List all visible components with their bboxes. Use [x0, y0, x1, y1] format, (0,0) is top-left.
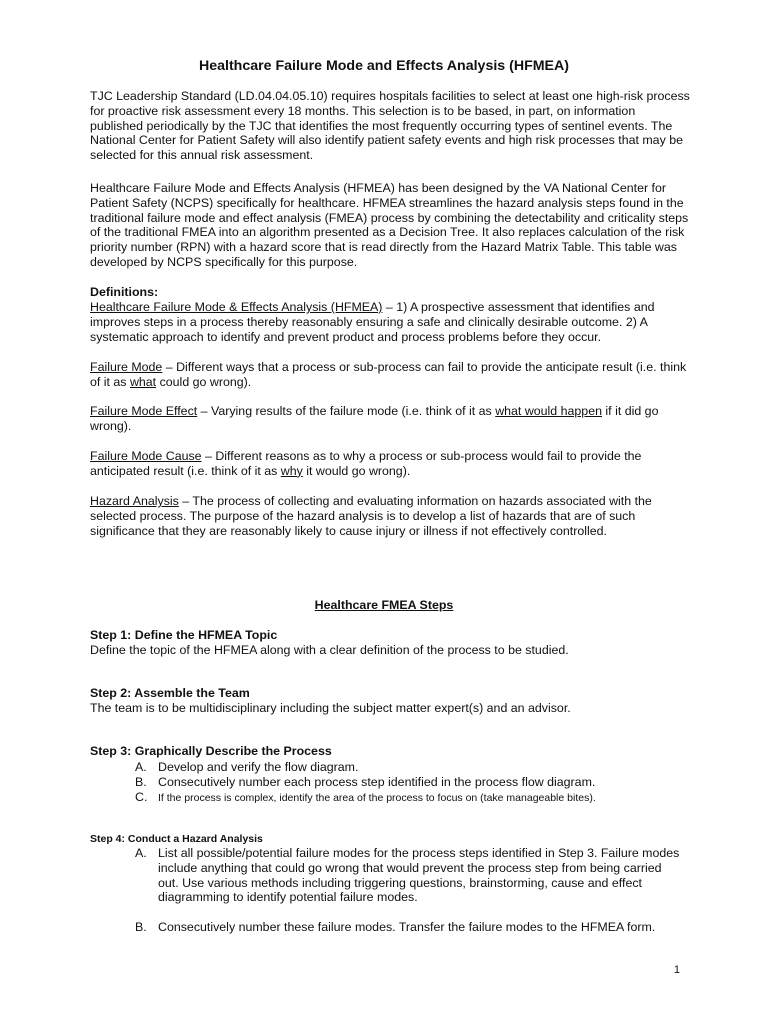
definition-text: if it did go wrong). — [90, 404, 659, 433]
definition-term: Failure Mode Effect — [90, 404, 198, 418]
list-item — [135, 760, 680, 775]
list-item-text: Develop and verify the flow diagram. — [158, 760, 359, 774]
list-item-text: If the process is complex, identify the area of the process to focus on (take manageable bites). — [158, 791, 596, 804]
definition-hfmea — [90, 300, 690, 344]
definition-term: Failure Mode — [90, 360, 163, 374]
list-item — [135, 790, 680, 806]
list-item — [135, 920, 680, 935]
definition-text: – Varying results of the failure mode (i.e. think of it as — [197, 404, 496, 418]
step2-text: The team is to be multidisciplinary including the subject matter expert(s) and an advisor. — [90, 701, 571, 715]
step3-heading: Step 3: Graphically Describe the Process — [90, 744, 332, 758]
definition-text: it would go wrong). — [302, 463, 411, 478]
definition-failure-mode-effect — [90, 404, 690, 434]
definition-emphasis: why — [280, 463, 303, 478]
definition-text: could go wrong). — [156, 374, 252, 389]
list-marker: B. — [135, 774, 147, 789]
list-marker: A. — [135, 846, 147, 860]
list-marker: A. — [135, 760, 147, 774]
definition-term: Failure Mode Cause — [90, 449, 202, 463]
definition-failure-mode-cause — [90, 449, 690, 479]
list-item-text: Consecutively number each process step identified in the process flow diagram. — [158, 774, 596, 789]
definition-text: – Different ways that a process or sub-process can fail to provide the anticipate result (i.e. think of it as — [90, 360, 687, 389]
list-item-text: List all possible/potential failure modes for the process steps identified in Step 3. Failure modes include anything that could go wrong that would prevent the process step from being carried out. Use various methods including triggering questions, brainstorming, cause and effect diagramming to identify potential failure modes. — [158, 846, 680, 905]
definition-text: – 1) A prospective assessment that identifies and improves steps in a process thereby reasonably ensuring a safe and clinically desirable outcome. 2) A systematic approach to identify and prevent product and process problems before they occur. — [90, 300, 655, 344]
definitions-heading: Definitions: — [90, 285, 159, 299]
step3-list — [135, 760, 680, 805]
hfmea-description-paragraph: Healthcare Failure Mode and Effects Analysis (HFMEA) has been designed by the VA National Center for Patient Safety (NCPS) specifically for healthcare. HFMEA streamlines the hazard analysis steps found in the traditional failure mode and effect analysis (FMEA) process by combining the detectability and criticality steps of the traditional FMEA into an algorithm presented as a Decision Tree. It also replaces calculation of the risk priority number (RPN) with a hazard score that is read directly from the Hazard Matrix Table. This table was developed by NCPS specifically for this purpose. — [90, 181, 689, 269]
page-title: Healthcare Failure Mode and Effects Analysis (HFMEA) — [198, 58, 569, 74]
list-item-text: Consecutively number these failure modes. Transfer the failure modes to the HFMEA form. — [158, 920, 656, 935]
steps-heading: Healthcare FMEA Steps — [314, 598, 454, 612]
definition-text: – Different reasons as to why a process or sub-process would fail to provide the anticipated result (i.e. think of it as — [90, 449, 642, 478]
definition-term: Healthcare Failure Mode & Effects Analysis (HFMEA) — [90, 300, 383, 314]
definition-emphasis: what — [129, 374, 157, 389]
list-item — [135, 775, 680, 790]
step2-heading: Step 2: Assemble the Team — [90, 686, 250, 700]
intro-paragraph: TJC Leadership Standard (LD.04.04.05.10) requires hospitals facilities to select at least one high-risk process for proactive risk assessment every 18 months. This selection is to be based, in part, on information published periodically by the TJC that identifies the most frequently occurring types of sentinel events. The National Center for Patient Safety will also identify patient safety events and high risk processes that may be selected for this annual risk assessment. — [90, 89, 690, 163]
step4-heading: Step 4: Conduct a Hazard Analysis — [90, 833, 263, 845]
step1-heading: Step 1: Define the HFMEA Topic — [90, 628, 278, 642]
list-marker: C. — [135, 789, 148, 804]
page-number: 1 — [673, 964, 680, 976]
list-marker: B. — [135, 920, 147, 935]
definition-emphasis: what would happen — [495, 404, 602, 418]
list-item — [135, 846, 680, 905]
definition-text: – The process of collecting and evaluating information on hazards associated with the selected process. The purpose of the hazard analysis is to develop a list of hazards that are of such significance that they are reasonably likely to cause injury or illness if not effectively controlled. — [90, 494, 652, 538]
step4-list — [135, 846, 680, 935]
definition-failure-mode — [90, 360, 690, 390]
step1-text: Define the topic of the HFMEA along with a clear definition of the process to be studied. — [90, 643, 569, 657]
definition-term: Hazard Analysis — [90, 494, 179, 508]
definition-hazard-analysis — [90, 494, 690, 538]
